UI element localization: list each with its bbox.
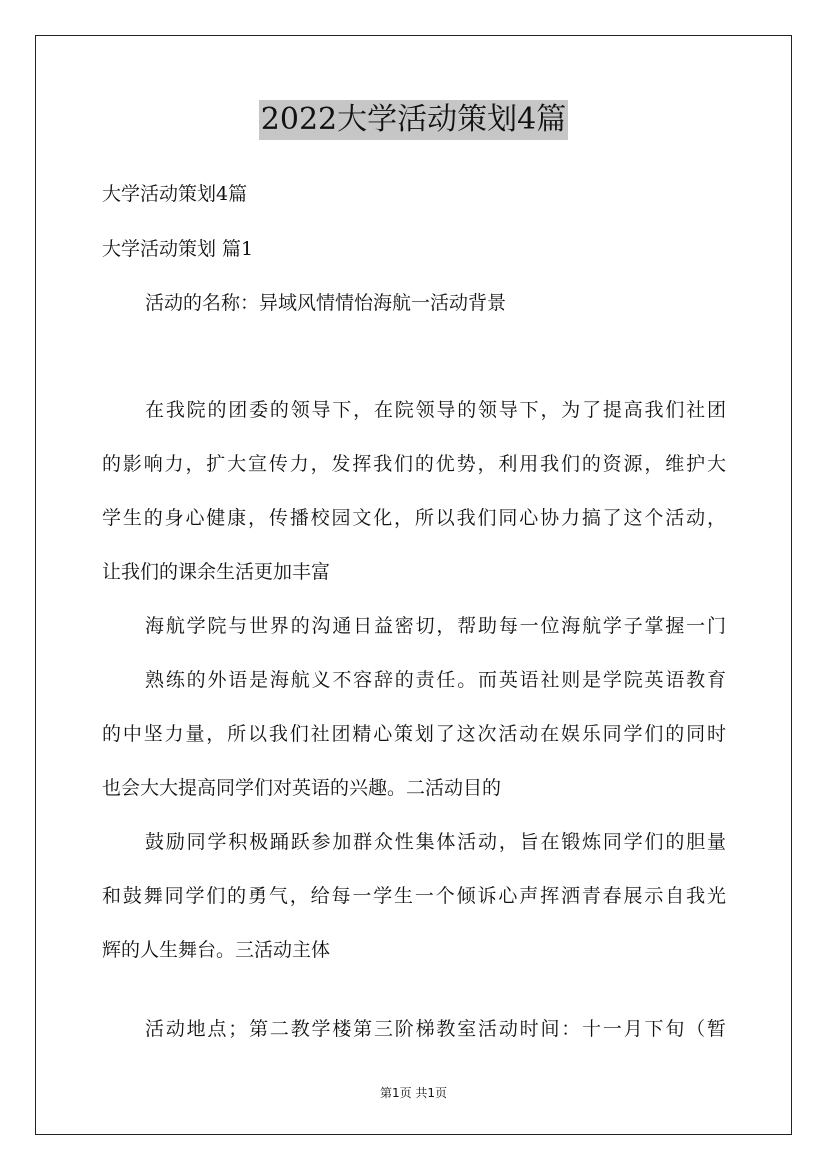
paragraph-line: 辉的人生舞台。三活动主体 [102, 939, 331, 961]
paragraph-line: 的影响力，扩大宣传力，发挥我们的优势，利用我们的资源，维护大 [102, 453, 726, 475]
paragraph-line: 和鼓舞同学们的勇气，给每一学生一个倾诉心声挥洒青春展示自我光 [102, 885, 726, 907]
section-heading: 大学活动策划 篇1 [102, 238, 254, 260]
paragraph-line: 活动的名称：异域风情情怡海航一活动背景 [145, 292, 507, 314]
title-container [0, 100, 827, 140]
paragraph-line: 让我们的课余生活更加丰富 [102, 561, 331, 583]
page-footer: 第1页 共1页 [379, 1086, 448, 1100]
paragraph-line: 海航学院与世界的沟通日益密切，帮助每一位海航学子掌握一门 [145, 615, 726, 637]
paragraph-line: 学生的身心健康，传播校园文化，所以我们同心协力搞了这个活动， [102, 507, 726, 529]
document-title: 2022大学活动策划4篇 [259, 100, 568, 140]
subtitle: 大学活动策划4篇 [102, 183, 248, 205]
paragraph-line: 在我院的团委的领导下，在院领导的领导下，为了提高我们社团 [145, 399, 726, 421]
paragraph-line: 也会大大提高同学们对英语的兴趣。二活动目的 [102, 777, 502, 799]
paragraph-line: 活动地点；第二教学楼第三阶梯教室活动时间：十一月下旬（暂 [145, 1018, 726, 1040]
paragraph-line: 鼓励同学积极踊跃参加群众性集体活动，旨在锻炼同学们的胆量 [145, 831, 726, 853]
paragraph-line: 的中坚力量，所以我们社团精心策划了这次活动在娱乐同学们的同时 [102, 723, 726, 745]
paragraph-line: 熟练的外语是海航义不容辞的责任。而英语社则是学院英语教育 [145, 669, 726, 691]
